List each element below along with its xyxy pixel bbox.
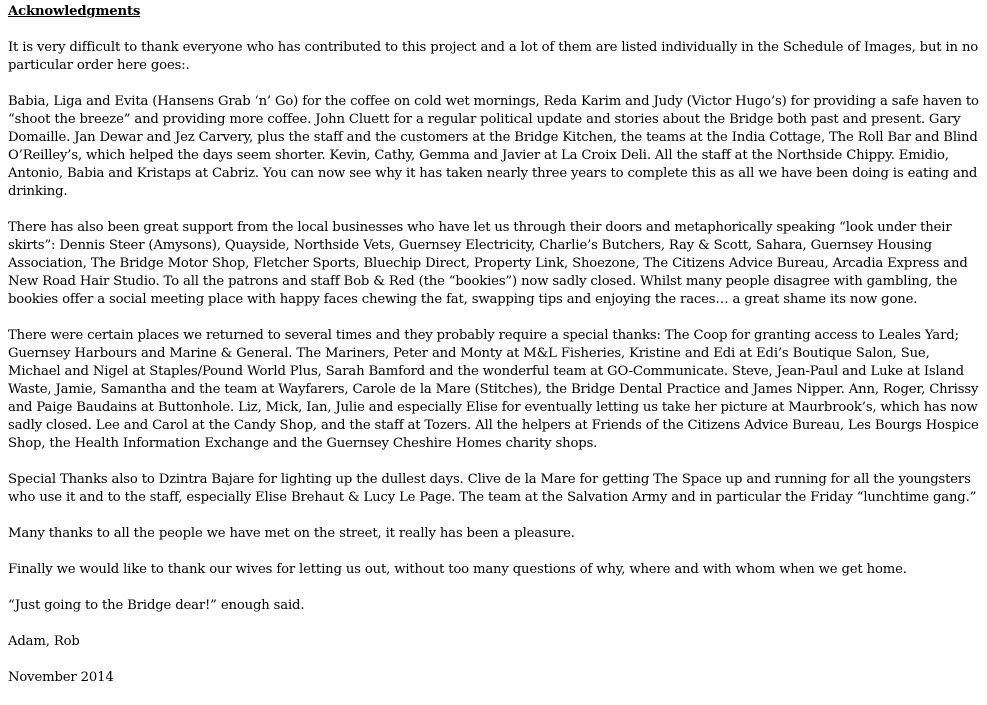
paragraph-local-businesses: There has also been great support from the local businesses who have let us through their doors and metaphorically speaking “look under their skirts”: Dennis Steer (Amysons), Quayside, Northside Vets, Guernsey Electricity, Charlie’s Butchers, Ray & Scott, Sahara, Guernsey Housing Association, The Bridge Motor Shop, Fletcher Sports, Bluechip Direct, Property Link, Shoezone, The Citizens Advice Bureau, Arcadia Express and New Road Hair Studio. To all the patrons and staff Bob & Red (the “bookies”) now sadly closed. Whilst many people disagree with gambling, the bookies offer a social meeting place with happy faces chewing the fat, swapping tips and enjoying the races… a great shame its now gone.: [8, 220, 968, 307]
paragraph-quote: “Just going to the Bridge dear!” enough said.: [8, 598, 305, 613]
paragraph-special-thanks: Special Thanks also to Dzintra Bajare for lighting up the dullest days. Clive de la Mare for getting The Space up and running for all the youngsters who use it and to the staff, especially Elise Brehaut & Lucy Le Page. The team at the Salvation Army and in particular the Friday “lunchtime gang.”: [8, 472, 977, 505]
document-page: [8, 3, 980, 705]
paragraph-special-places: There were certain places we returned to several times and they probably require a special thanks: The Coop for granting access to Leales Yard; Guernsey Harbours and Marine & General. The Mariners, Peter and Monty at M&L Fisheries, Kristine and Edi at Edi’s Boutique Salon, Sue, Michael and Nigel at Staples/Pound World Plus, Sarah Bamford and the wonderful team at GO-Communicate. Steve, Jean-Paul and Luke at Island Waste, Jamie, Samantha and the team at Wayfarers, Carole de la Mare (Stitches), the Bridge Dental Practice and James Nipper. Ann, Roger, Chrissy and Paige Baudains at Buttonhole. Liz, Mick, Ian, Julie and especially Elise for eventually letting us take her picture at Maurbrook’s, which has now sadly closed. Lee and Carol at the Candy Shop, and the staff at Tozers. All the helpers at Friends of the Citizens Advice Bureau, Les Bourgs Hospice Shop, the Health Information Exchange and the Guernsey Cheshire Homes charity shops.: [8, 328, 979, 451]
page-title: Acknowledgments: [8, 4, 141, 19]
date-line: November 2014: [8, 670, 114, 685]
paragraph-street-thanks: Many thanks to all the people we have met on the street, it really has been a pleasure.: [8, 526, 575, 541]
signature: Adam, Rob: [8, 634, 80, 649]
paragraph-wives: Finally we would like to thank our wives for letting us out, without too many questions of why, where and with whom when we get home.: [8, 562, 907, 577]
intro-paragraph: It is very difficult to thank everyone who has contributed to this project and a lot of them are listed individually in the Schedule of Images, but in no particular order here goes:.: [8, 40, 979, 73]
paragraph-cafes: Babia, Liga and Evita (Hansens Grab ‘n’ Go) for the coffee on cold wet mornings, Reda Karim and Judy (Victor Hugo’s) for providing a safe haven to “shoot the breeze” and providing more coffee. John Cluett for a regular political update and stories about the Bridge both past and present. Gary Domaille. Jan Dewar and Jez Carvery, plus the staff and the customers at the Bridge Kitchen, the teams at the India Cottage, The Roll Bar and Blind O’Reilley’s, which helped the days seem shorter. Kevin, Cathy, Gemma and Javier at La Croix Deli. All the staff at the Northside Chippy. Emidio, Antonio, Babia and Kristaps at Cabriz. You can now see why it has taken nearly three years to complete this as all we have been doing is eating and drinking.: [8, 94, 979, 199]
